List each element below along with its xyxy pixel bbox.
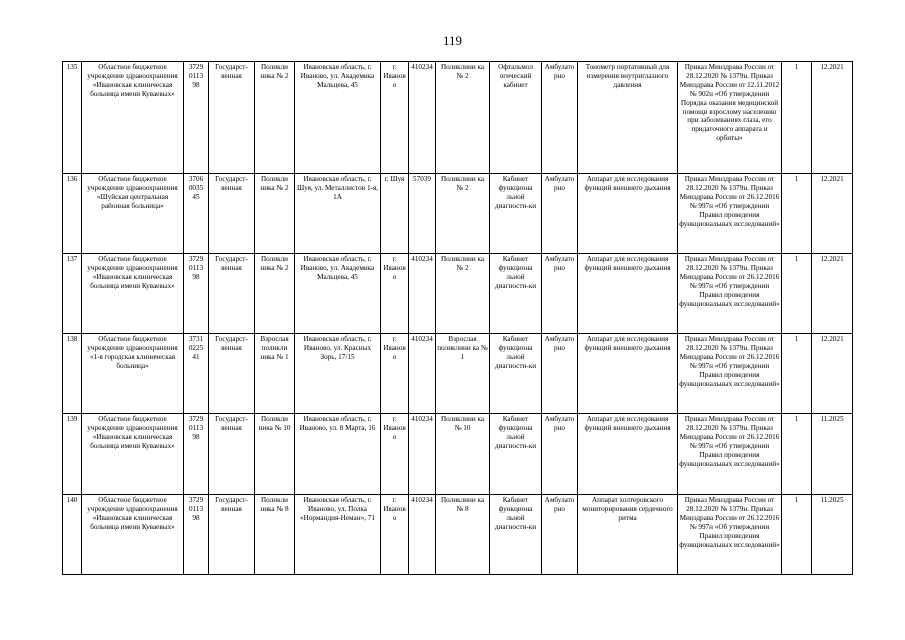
address: Ивановская область, г. Иваново, ул. 8 Марта, 16 (295, 414, 381, 495)
postal-code: 410234 (409, 414, 436, 495)
institution-code: 3729 0113 98 (184, 495, 209, 575)
registry-table (62, 61, 853, 575)
unit-name: Поликлини ка № 8 (436, 495, 490, 575)
row-number: 137 (63, 254, 82, 334)
equipment-name: Аппарат холтеровского мониторирования сердечного ритма (578, 495, 678, 575)
unit-name: Поликлини ка № 2 (436, 62, 490, 174)
ownership-form: Государст-венная (209, 414, 255, 495)
care-type: Амбулато рно (542, 62, 578, 174)
care-type: Амбулато рно (542, 174, 578, 254)
quantity: 1 (782, 334, 812, 414)
division-name: Поликли ника № 8 (255, 495, 295, 575)
ownership-form: Государст-венная (209, 334, 255, 414)
equipment-name: Аппарат для исследования функций внешнего дыхания (578, 174, 678, 254)
table-row (63, 254, 853, 334)
row-number: 139 (63, 414, 82, 495)
page-number: 119 (442, 33, 463, 48)
postal-code: 410234 (409, 254, 436, 334)
delivery-date: 12.2021 (812, 334, 853, 414)
equipment-name: Аппарат для исследования функций внешнего дыхания (578, 414, 678, 495)
unit-name: Поликлини ка № 10 (436, 414, 490, 495)
city: г. Шуя (381, 174, 409, 254)
division-name: Поликли ника № 10 (255, 414, 295, 495)
ownership-form: Государст-венная (209, 254, 255, 334)
institution-name: Областное бюджетное учреждение здравоохранения «Ивановская клиническая больница имени Куваевых» (82, 254, 184, 334)
institution-code: 3706 0035 45 (184, 174, 209, 254)
institution-name: Областное бюджетное учреждение здравоохранения «1-я городская клиническая больница» (82, 334, 184, 414)
ownership-form: Государст-венная (209, 62, 255, 174)
quantity: 1 (782, 174, 812, 254)
institution-name: Областное бюджетное учреждение здравоохранения «Ивановская клиническая больница имени Куваевых» (82, 495, 184, 575)
postal-code: 410234 (409, 334, 436, 414)
regulation-order: Приказ Минздрава России от 28.12.2020 № 1379н. Приказ Минздрава России от 26.12.2016 № 997н «Об утверждении Правил проведения функциональных исследований» (678, 254, 782, 334)
quantity: 1 (782, 495, 812, 575)
table-row (63, 334, 853, 414)
regulation-order: Приказ Минздрава России от 28.12.2020 № 1379н. Приказ Минздрава России от 26.12.2016 № 997н «Об утверждении Правил проведения функциональных исследований» (678, 414, 782, 495)
address: Ивановская область, г. Шуя, ул. Металлистов 1-я, 1А (295, 174, 381, 254)
postal-code: 410234 (409, 495, 436, 575)
institution-code: 3729 0113 98 (184, 414, 209, 495)
postal-code: 57039 (409, 174, 436, 254)
institution-name: Областное бюджетное учреждение здравоохранения «Шуйская центральная районная больница» (82, 174, 184, 254)
unit-name: Поликлини ка № 2 (436, 254, 490, 334)
city: г. Иваново (381, 62, 409, 174)
room-name: Кабинет функциона льной диагности-ки (490, 495, 542, 575)
address: Ивановская область, г. Иваново, ул. Красных Зорь, 17/15 (295, 334, 381, 414)
institution-code: 3729 0113 98 (184, 62, 209, 174)
city: г. Иваново (381, 334, 409, 414)
division-name: Поликли ника № 2 (255, 62, 295, 174)
registry-rows (63, 62, 853, 575)
row-number: 138 (63, 334, 82, 414)
address: Ивановская область, г. Иваново, ул. Академика Мальцева, 45 (295, 254, 381, 334)
room-name: Офтальмол огический кабинет (490, 62, 542, 174)
address: Ивановская область, г. Иваново, ул. Академика Мальцева, 45 (295, 62, 381, 174)
row-number: 140 (63, 495, 82, 575)
room-name: Кабинет функциона льной диагности-ки (490, 174, 542, 254)
equipment-name: Аппарат для исследования функций внешнего дыхания (578, 334, 678, 414)
ownership-form: Государст-венная (209, 174, 255, 254)
city: г. Иваново (381, 495, 409, 575)
institution-name: Областное бюджетное учреждение здравоохранения «Ивановская клиническая больница имени Куваевых» (82, 62, 184, 174)
table-row (63, 495, 853, 575)
institution-name: Областное бюджетное учреждение здравоохранения «Ивановская клиническая больница имени Куваевых» (82, 414, 184, 495)
regulation-order: Приказ Минздрава России от 28.12.2020 № 1379н. Приказ Минздрава России от 26.12.2016 № 997н «Об утверждении Правил проведения функциональных исследований» (678, 334, 782, 414)
quantity: 1 (782, 414, 812, 495)
city: г. Иваново (381, 414, 409, 495)
care-type: Амбулато рно (542, 414, 578, 495)
delivery-date: 11.2025 (812, 414, 853, 495)
equipment-name: Аппарат для исследования функций внешнего дыхания (578, 254, 678, 334)
table-row (63, 62, 853, 174)
division-name: Поликли ника № 2 (255, 174, 295, 254)
care-type: Амбулато рно (542, 334, 578, 414)
postal-code: 410234 (409, 62, 436, 174)
room-name: Кабинет функциона льной диагности-ки (490, 254, 542, 334)
institution-code: 3731 0225 41 (184, 334, 209, 414)
equipment-name: Тонометр портативный для измерения внутриглазного давления (578, 62, 678, 174)
regulation-order: Приказ Минздрава России от 28.12.2020 № 1379н. Приказ Минздрава России от 26.12.2016 № 997н «Об утверждении Правил проведения функциональных исследований» (678, 174, 782, 254)
unit-name: Взрослая поликлини ка № 1 (436, 334, 490, 414)
delivery-date: 12.2021 (812, 174, 853, 254)
institution-code: 3729 0113 98 (184, 254, 209, 334)
row-number: 136 (63, 174, 82, 254)
regulation-order: Приказ Минздрава России от 28.12.2020 № 1379н. Приказ Минздрава России от 26.12.2016 № 997н «Об утверждении Правил проведения функциональных исследований» (678, 495, 782, 575)
quantity: 1 (782, 62, 812, 174)
unit-name: Поликлини ка № 2 (436, 174, 490, 254)
care-type: Амбулато рно (542, 254, 578, 334)
regulation-order: Приказ Минздрава России от 28.12.2020 № 1379н. Приказ Минздрава России от 12.11.2012 № 902н «Об утверждении Порядка оказания медицинской помощи взрослому населению при заболеваниях глаза, его придаточного аппарата и орбиты» (678, 62, 782, 174)
table-row (63, 414, 853, 495)
quantity: 1 (782, 254, 812, 334)
delivery-date: 12.2021 (812, 254, 853, 334)
ownership-form: Государст-венная (209, 495, 255, 575)
address: Ивановская область, г. Иваново, ул. Полка «Нормандия-Неман», 71 (295, 495, 381, 575)
division-name: Взрослая поликли ника № 1 (255, 334, 295, 414)
delivery-date: 11.2025 (812, 495, 853, 575)
care-type: Амбулато рно (542, 495, 578, 575)
delivery-date: 12.2021 (812, 62, 853, 174)
division-name: Поликли ника № 2 (255, 254, 295, 334)
room-name: Кабинет функциона льной диагности-ки (490, 414, 542, 495)
table-row (63, 174, 853, 254)
room-name: Кабинет функциона льной диагности-ки (490, 334, 542, 414)
city: г. Иваново (381, 254, 409, 334)
row-number: 135 (63, 62, 82, 174)
